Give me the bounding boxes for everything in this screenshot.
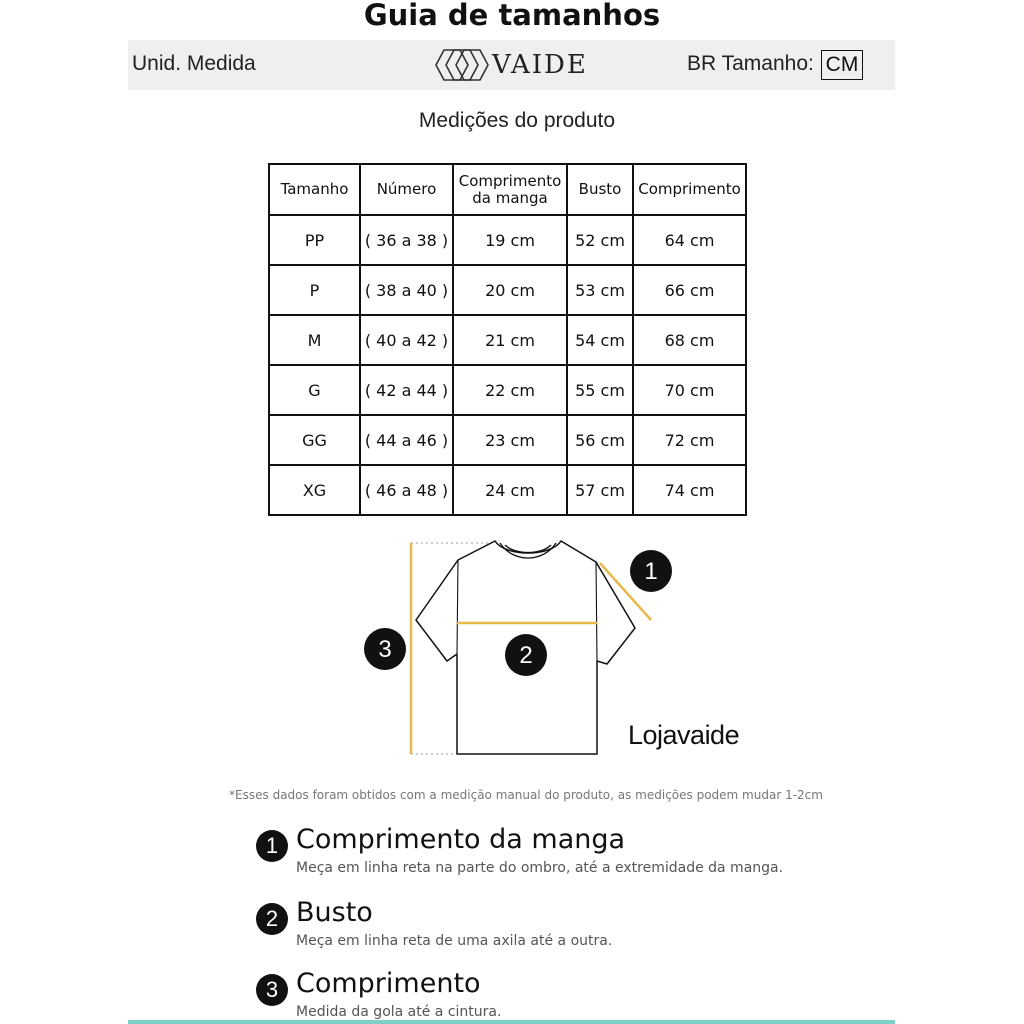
table-row	[269, 215, 746, 265]
table-cell: 24 cm	[453, 465, 567, 515]
table-cell: 64 cm	[633, 215, 746, 265]
table-cell: ( 40 a 42 )	[360, 315, 453, 365]
legend-title: Comprimento da manga	[296, 824, 626, 855]
legend-number-badge: 2	[256, 903, 288, 935]
table-cell: XG	[269, 465, 360, 515]
table-cell: 74 cm	[633, 465, 746, 515]
table-cell: ( 44 a 46 )	[360, 415, 453, 465]
legend-title: Busto	[296, 897, 373, 928]
table-cell: ( 38 a 40 )	[360, 265, 453, 315]
legend-description: Meça em linha reta na parte do ombro, até a extremidade da manga.	[296, 860, 784, 876]
table-cell: 21 cm	[453, 315, 567, 365]
table-cell: ( 42 a 44 )	[360, 365, 453, 415]
brand-logo	[434, 46, 588, 84]
table-cell: 23 cm	[453, 415, 567, 465]
size-table	[268, 163, 747, 516]
table-cell: P	[269, 265, 360, 315]
table-row	[269, 415, 746, 465]
legend-number-badge: 3	[256, 974, 288, 1006]
bottom-divider	[128, 1020, 895, 1024]
column-header: Busto	[567, 164, 633, 215]
brand-watermark: Lojavaide	[628, 720, 740, 750]
column-header: Número	[360, 164, 453, 215]
table-row	[269, 265, 746, 315]
table-cell: 22 cm	[453, 365, 567, 415]
table-cell: G	[269, 365, 360, 415]
header-bar	[128, 40, 895, 90]
page-title: Guia de tamanhos	[363, 0, 661, 32]
size-unit-badge: CM	[821, 50, 863, 80]
size-label: BR Tamanho:	[687, 52, 814, 75]
column-header: Comprimento da manga	[453, 164, 567, 215]
unit-label: Unid. Medida	[132, 52, 256, 75]
column-header: Tamanho	[269, 164, 360, 215]
legend-number-badge: 1	[256, 830, 288, 862]
table-cell: 54 cm	[567, 315, 633, 365]
table-cell: M	[269, 315, 360, 365]
table-cell: 52 cm	[567, 215, 633, 265]
table-row	[269, 365, 746, 415]
marker-3-label: 3	[378, 636, 392, 663]
legend-description: Medida da gola até a cintura.	[296, 1004, 502, 1020]
hexagon-logo-icon	[434, 47, 490, 83]
table-header-row	[269, 164, 746, 215]
brand-name: VAIDE	[492, 50, 588, 80]
table-cell: ( 46 a 48 )	[360, 465, 453, 515]
table-cell: 55 cm	[567, 365, 633, 415]
table-row	[269, 315, 746, 365]
table-cell: ( 36 a 38 )	[360, 215, 453, 265]
table-cell: GG	[269, 415, 360, 465]
marker-1-label: 1	[644, 558, 658, 585]
marker-2-label: 2	[519, 642, 533, 669]
table-cell: 68 cm	[633, 315, 746, 365]
table-cell: PP	[269, 215, 360, 265]
table-cell: 20 cm	[453, 265, 567, 315]
marker-3	[364, 628, 406, 670]
table-cell: 57 cm	[567, 465, 633, 515]
table-cell: 72 cm	[633, 415, 746, 465]
table-cell: 70 cm	[633, 365, 746, 415]
measurement-note: *Esses dados foram obtidos com a medição manual do produto, as medições podem mudar 1-2cm	[229, 788, 823, 802]
legend-title: Comprimento	[296, 968, 481, 999]
column-header: Comprimento	[633, 164, 746, 215]
table-cell: 53 cm	[567, 265, 633, 315]
table-cell: 56 cm	[567, 415, 633, 465]
legend-description: Meça em linha reta de uma axila até a outra.	[296, 933, 613, 949]
section-subtitle: Medições do produto	[418, 109, 616, 132]
table-cell: 19 cm	[453, 215, 567, 265]
table-cell: 66 cm	[633, 265, 746, 315]
marker-1	[630, 550, 672, 592]
table-row	[269, 465, 746, 515]
marker-2	[505, 634, 547, 676]
